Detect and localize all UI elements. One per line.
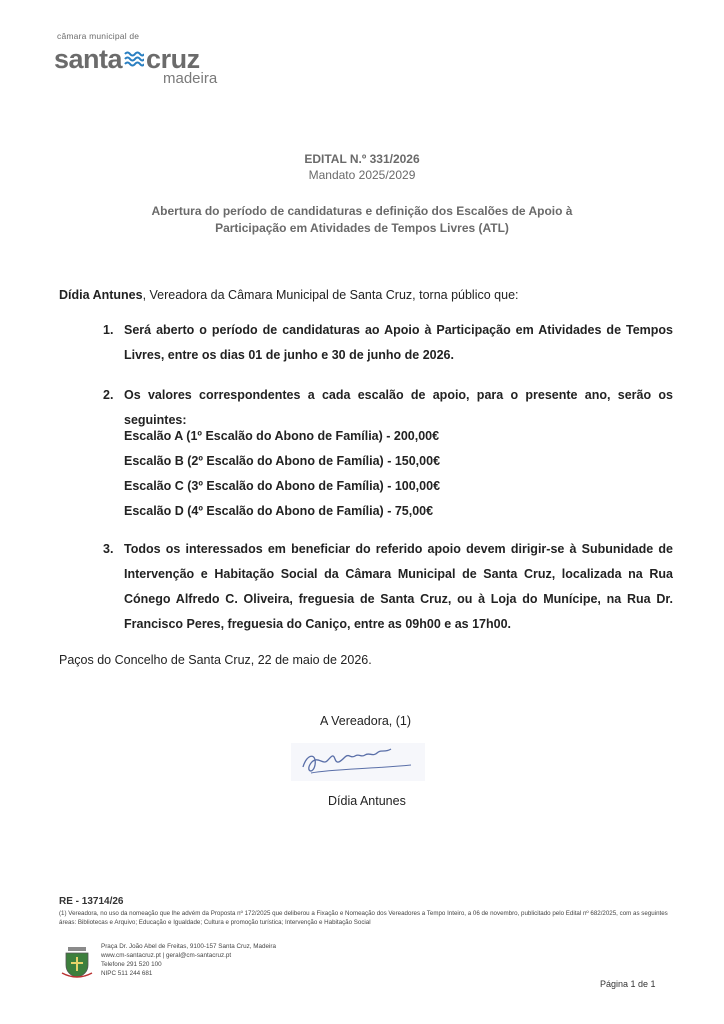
signatory-title: A Vereadora, (1)	[320, 714, 412, 728]
item-number: 2.	[103, 388, 114, 402]
logo-text-cruz: cruz	[146, 44, 200, 74]
page-number: Página 1 de 1	[600, 979, 656, 989]
waves-icon	[124, 44, 144, 75]
signatory-name: Dídia Antunes	[328, 794, 406, 808]
escalao-a: Escalão A (1º Escalão do Abono de Família) - 200,00€	[124, 429, 440, 443]
escaloes-list	[124, 424, 440, 524]
handwritten-signature	[289, 737, 429, 790]
author-name: Dídia Antunes	[59, 288, 143, 302]
reference-number: RE - 13714/26	[59, 896, 124, 907]
subject-line-2: Participação em Atividades de Tempos Livres (ATL)	[215, 220, 509, 235]
escalao-d: Escalão D (4º Escalão do Abono de Família) - 75,00€	[124, 504, 434, 518]
item-text: Todos os interessados em beneficiar do referido apoio devem dirigir-se à Subunidade de Intervenção e Habitação Social da Câmara Municipal de Santa Cruz, localizada na Rua Cónego Alfredo C. Oliveira, freguesia de Santa Cruz, ou à Loja do Munícipe, na Rua Dr. Francisco Peres, freguesia do Caniço, entre as 09h00 e as 17h00.	[124, 542, 673, 631]
document-subject	[0, 203, 724, 236]
escalao-b: Escalão B (2º Escalão do Abono de Família) - 150,00€	[124, 454, 441, 468]
intro-paragraph	[59, 288, 519, 302]
subject-line-1: Abertura do período de candidaturas e definição dos Escalões de Apoio à	[151, 204, 573, 218]
address-line: Praça Dr. João Abel de Freitas, 9100-157 Santa Cruz, Madeira	[101, 943, 277, 950]
logo-region: madeira	[163, 70, 218, 87]
logo-text-santa: santa	[54, 44, 123, 74]
place-date: Paços do Concelho de Santa Cruz, 22 de maio de 2026.	[59, 653, 372, 667]
address-block	[101, 942, 276, 978]
list-item	[103, 537, 673, 637]
list-item	[103, 318, 673, 368]
nipc-line: NIPC 511 244 681	[101, 970, 153, 977]
item-number: 3.	[103, 542, 114, 556]
footnote: (1) Vereadora, no uso da nomeação que lhe advém da Proposta nº 172/2025 que deliberou a Fixação e Nomeação dos Vereadores a Tempo Inteiro, a 06 de novembro, publicitado pelo Edital nº 682/2025, com as seguintes áreas: Bibliotecas e Arquivo; Educação e Igualdade; Cultura e promoção turística; Intervenção e Habitação Social	[59, 910, 668, 926]
item-number: 1.	[103, 323, 114, 337]
edital-number: EDITAL N.º 331/2026	[304, 152, 420, 166]
intro-text: , Vereadora da Câmara Municipal de Santa Cruz, torna público que:	[142, 288, 519, 302]
item-text: Os valores correspondentes a cada escalão de apoio, para o presente ano, serão os seguintes:	[124, 388, 673, 427]
web-email-line: www.cm-santacruz.pt | geral@cm-santacruz.pt	[101, 952, 232, 959]
mandato: Mandato 2025/2029	[308, 168, 416, 182]
item-text: Será aberto o período de candidaturas ao Apoio à Participação em Atividades de Tempos Livres, entre os dias 01 de junho e 30 de junho de 2026.	[124, 323, 673, 362]
coat-of-arms-icon	[60, 943, 94, 984]
logo-tagline: câmara municipal de	[57, 31, 140, 41]
phone-line: Telefone 291 520 100	[101, 961, 162, 968]
escalao-c: Escalão C (3º Escalão do Abono de Família) - 100,00€	[124, 479, 441, 493]
